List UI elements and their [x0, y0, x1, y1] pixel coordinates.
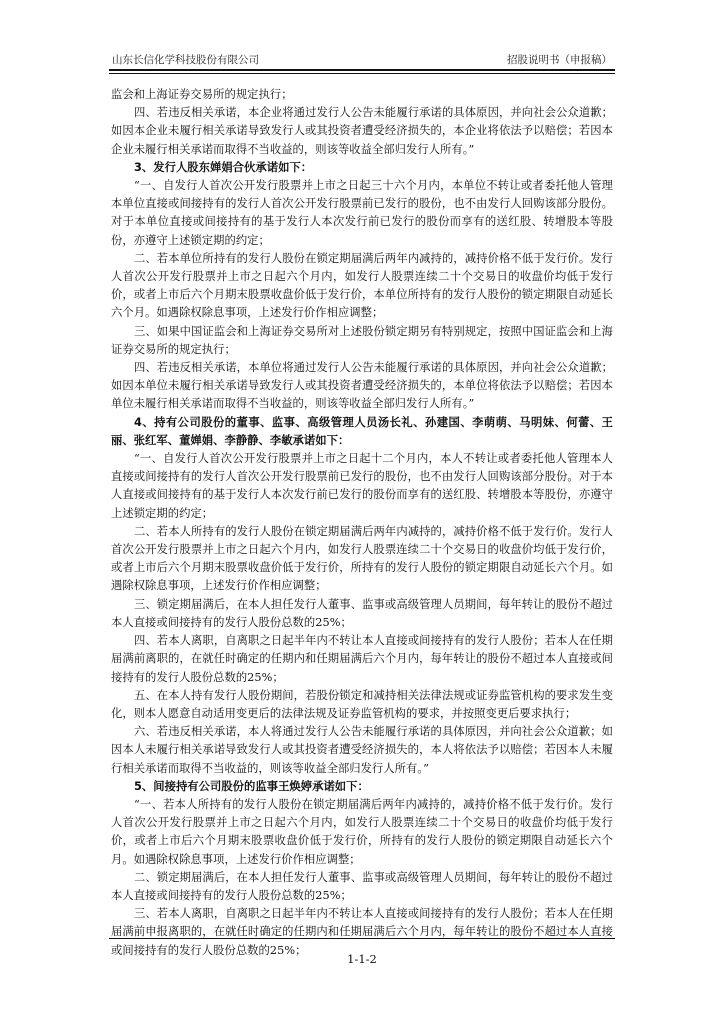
paragraph: 六、若违反相关承诺，本人将通过发行人公告未能履行承诺的具体原因，并向社会公众道歉；如因本人未履行相关承诺导致发行人或其投资者遭受经济损失的，本人将依法予以赔偿；若因本人未履行相关承诺而取得不当收益的，则该等收益全部归发行人所有。”	[111, 725, 613, 775]
paragraph: 四、若违反相关承诺，本单位将通过发行人公告未能履行承诺的具体原因，并向社会公众道歉；如因本单位未履行相关承诺导致发行人或其投资者遭受经济损失的，本单位将依法予以赔偿；若因本单位未履行相关承诺而取得不当收益的，则该等收益全部归发行人所有。”	[111, 361, 613, 411]
page-number: 1-1-2	[347, 952, 377, 966]
header-document-title: 招股说明书（申报稿）	[507, 54, 612, 66]
paragraph: 四、若违反相关承诺，本企业将通过发行人公告未能履行承诺的具体原因，并向社会公众道歉；如因本企业未履行相关承诺导致发行人或其投资者遭受经济损失的，本企业将依法予以赔偿；若因本企业未履行相关承诺而取得不当收益的，则该等收益全部归发行人所有。”	[111, 106, 613, 156]
paragraph: 监会和上海证券交易所的规定执行；	[111, 88, 293, 101]
paragraph: 三、若本人离职，自离职之日起半年内不转让本人直接或间接持有的发行人股份；若本人在任期届满前申报离职的，在就任时确定的任期内和任期届满后六个月内，每年转让的股份不超过本人直接或间接持有的发行人股份总数的25%；	[111, 907, 613, 957]
header-company-name: 山东长信化学科技股份有限公司	[112, 54, 259, 66]
paragraph: 三、如果中国证监会和上海证券交易所对上述股份锁定期另有特别规定，按照中国证监会和上海证券交易所的规定执行；	[111, 324, 613, 356]
section-heading: 4、持有公司股份的董事、监事、高级管理人员汤长礼、孙建国、李萌萌、马明妹、何蕾、王丽、张红军、董婵娟、李静静、李敏承诺如下：	[111, 415, 613, 447]
header-rule-thick	[109, 69, 615, 71]
paragraph: 二、锁定期届满后，在本人担任发行人董事、监事或高级管理人员期间，每年转让的股份不超过本人直接或间接持有的发行人股份总数的25%；	[111, 870, 613, 902]
section-heading: 5、间接持有公司股份的监事王焕婷承诺如下：	[134, 779, 369, 793]
document-body	[111, 86, 613, 960]
paragraph: 二、若本人所持有的发行人股份在锁定期届满后两年内减持的，减持价格不低于发行价。发行人首次公开发行股票并上市之日起六个月内，如发行人股票连续二十个交易日的收盘价均低于发行价，或者上市后六个月期末股票收盘价低于发行价，所持有的发行人股份的锁定期限自动延长六个月。如遇除权除息事项，上述发行价作相应调整；	[111, 524, 613, 593]
footer-rule	[109, 938, 615, 939]
paragraph: “一、若本人所持有的发行人股份在锁定期届满后两年内减持的，减持价格不低于发行价。发行人首次公开发行股票并上市之日起六个月内，如发行人股票连续二十个交易日的收盘价均低于发行价，或者上市后六个月期末股票收盘价低于发行价，所持有的发行人股份的锁定期限自动延长六个月。如遇除权除息事项，上述发行价作相应调整；	[111, 797, 613, 866]
paragraph: 四、若本人离职，自离职之日起半年内不转让本人直接或间接持有的发行人股份；若本人在任期届满前离职的，在就任时确定的任期内和任期届满后六个月内，每年转让的股份不超过本人直接或间接持有的发行人股份总数的25%；	[111, 634, 613, 684]
header-rule-thin	[109, 73, 615, 74]
section-heading: 3、发行人股东婵娟合伙承诺如下：	[134, 160, 313, 174]
paragraph: 二、若本单位所持有的发行人股份在锁定期届满后两年内减持的，减持价格不低于发行价。发行人首次公开发行股票并上市之日起六个月内，如发行人股票连续二十个交易日的收盘价均低于发行价，或者上市后六个月期末股票收盘价低于发行价，本单位所持有的发行人股份的锁定期限自动延长六个月。如遇除权除息事项，上述发行价作相应调整；	[111, 251, 613, 320]
paragraph: 三、锁定期届满后，在本人担任发行人董事、监事或高级管理人员期间，每年转让的股份不超过本人直接或间接持有的发行人股份总数的25%；	[111, 597, 613, 629]
paragraph: “一、自发行人首次公开发行股票并上市之日起十二个月内，本人不转让或者委托他人管理本人直接或间接持有的发行人首次公开发行股票前已发行的股份，也不由发行人回购该部分股份。对于本人直接或间接持有的基于发行人本次发行前已发行的股份而享有的送红股、转增股本等股份，亦遵守上述锁定期的约定；	[111, 452, 613, 520]
paragraph: “一、自发行人首次公开发行股票并上市之日起三十六个月内，本单位不转让或者委托他人管理本单位直接或间接持有的发行人首次公开发行股票前已发行的股份，也不由发行人回购该部分股份。对于本单位直接或间接持有的基于发行人本次发行前已发行的股份而享有的送红股、转增股本等股份，亦遵守上述锁定期的约定；	[111, 179, 613, 247]
page-header	[109, 50, 615, 66]
paragraph: 五、在本人持有发行人股份期间，若股份锁定和减持相关法律法规或证券监管机构的要求发生变化，则本人愿意自动适用变更后的法律法规及证券监管机构的要求，并按照变更后要求执行；	[111, 688, 613, 720]
